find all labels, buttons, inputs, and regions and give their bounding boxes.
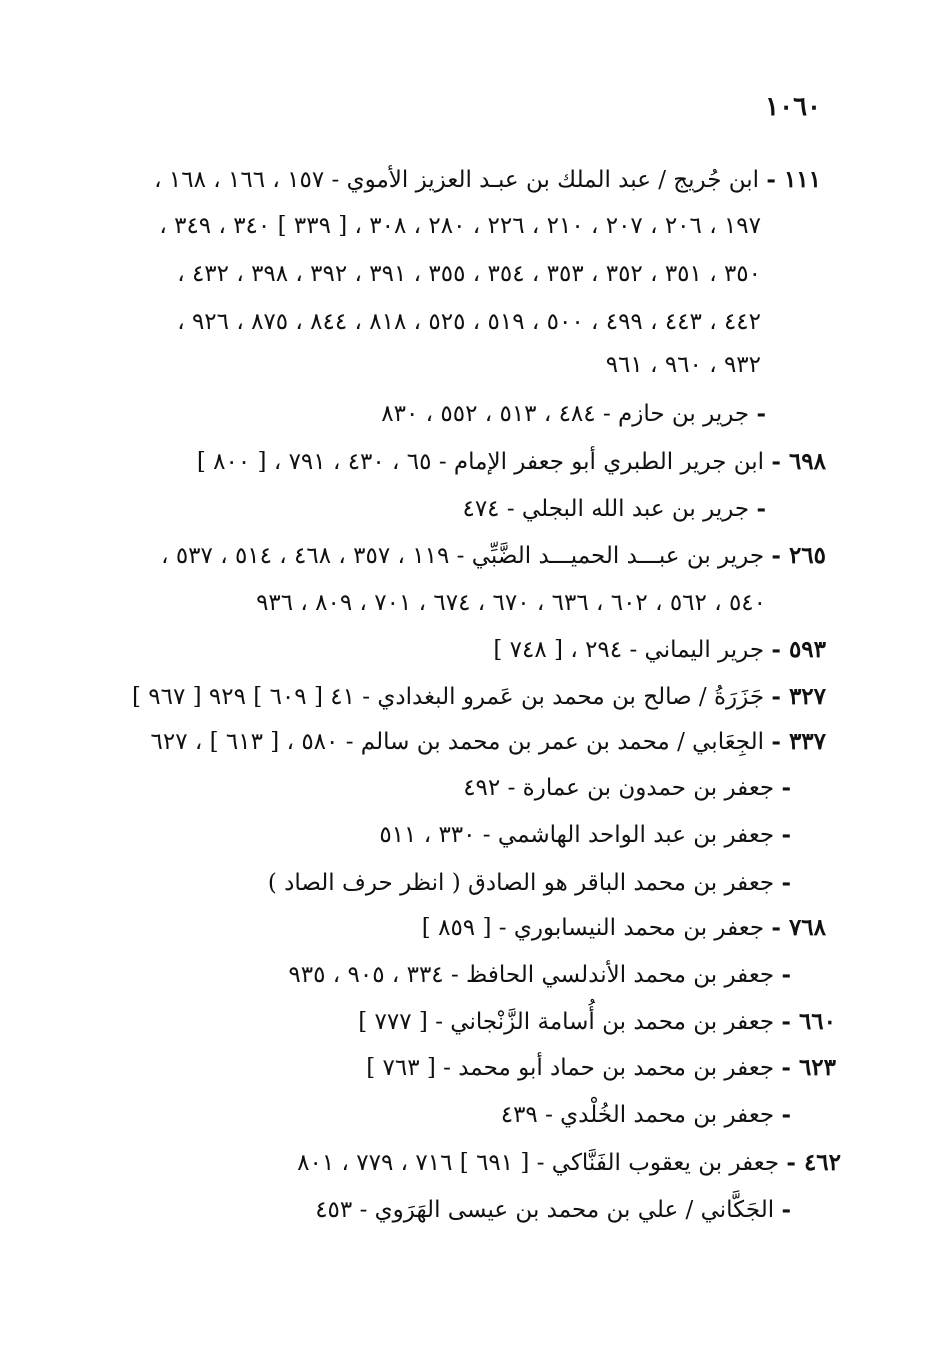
entry-marker: ٥٩٣ - bbox=[771, 636, 826, 663]
entry-text: الجَكَّاني / علي بن محمد بن عيسى الهَرَوي - ٤٥٣ bbox=[315, 1197, 775, 1223]
entry-line bbox=[462, 494, 766, 524]
entry-line bbox=[268, 868, 791, 898]
entry-line bbox=[366, 1053, 836, 1083]
entry-line bbox=[493, 635, 826, 665]
entry-text: ٩٣٢ ، ٩٦٠ ، ٩٦١ bbox=[605, 352, 761, 378]
entry-marker: ٦٢٣ - bbox=[781, 1054, 836, 1081]
entry-line bbox=[463, 773, 791, 803]
entry-text: جرير اليماني - ٢٩٤ ، [ ٧٤٨ ] bbox=[493, 637, 765, 663]
entry-marker: ٤٦٢ - bbox=[786, 1149, 841, 1176]
entry-text: جعفر بن محمد الأندلسي الحافظ - ٣٣٤ ، ٩٠٥ ، ٩٣٥ bbox=[288, 962, 775, 988]
entry-text: ٤٤٢ ، ٤٤٣ ، ٤٩٩ ، ٥٠٠ ، ٥١٩ ، ٥٢٥ ، ٨١٨ ، ٨٤٤ ، ٨٧٥ ، ٩٢٦ ، bbox=[177, 309, 761, 335]
entry-text: الجِعَابي / محمد بن عمر بن محمد بن سالم - ٥٨٠ ، [ ٦١٣ ] ، ٦٢٧ bbox=[150, 729, 765, 755]
entry-line bbox=[177, 259, 761, 289]
entry-line bbox=[381, 399, 766, 429]
entry-line bbox=[358, 1007, 836, 1037]
entry-line bbox=[132, 682, 826, 712]
entry-marker: - bbox=[781, 961, 791, 988]
entry-line bbox=[422, 913, 826, 943]
entry-marker: - bbox=[756, 400, 766, 427]
entry-text: جعفر بن يعقوب الفَنَّاكي - [ ٦٩١ ] ٧١٦ ، ٧٧٩ ، ٨٠١ bbox=[297, 1150, 780, 1176]
entry-marker: - bbox=[756, 495, 766, 522]
entry-text: جرير بن عبـــد الحميـــد الضَّبِّي - ١١٩ ، ٣٥٧ ، ٤٦٨ ، ٥١٤ ، ٥٣٧ ، bbox=[161, 543, 765, 569]
entry-line bbox=[151, 727, 826, 757]
entry-line bbox=[161, 541, 826, 571]
entry-marker: - bbox=[781, 774, 791, 801]
page-number: ١٠٦٠ bbox=[765, 92, 821, 122]
entry-text: جعفر بن محمد الخُلْدي - ٤٣٩ bbox=[500, 1102, 775, 1128]
entry-line bbox=[379, 820, 791, 850]
entry-text: جعفر بن حمدون بن عمارة - ٤٩٢ bbox=[463, 775, 775, 801]
entry-text: جعفر بن محمد بن حماد أبو محمد - [ ٧٦٣ ] bbox=[366, 1055, 775, 1081]
entry-marker: ٣٣٧ - bbox=[771, 728, 826, 755]
entry-line bbox=[606, 350, 761, 380]
entry-line bbox=[315, 1195, 791, 1225]
entry-text: جعفر بن عبد الواحد الهاشمي - ٣٣٠ ، ٥١١ bbox=[379, 822, 775, 848]
entry-text: ٥٤٠ ، ٥٦٢ ، ٦٠٢ ، ٦٣٦ ، ٦٧٠ ، ٦٧٤ ، ٧٠١ ، ٨٠٩ ، ٩٣٦ bbox=[256, 590, 766, 616]
entry-marker: - bbox=[781, 821, 791, 848]
entry-line bbox=[256, 588, 766, 618]
entry-text: جعفر بن محمد النيسابوري - [ ٨٥٩ ] bbox=[421, 915, 765, 941]
entry-text: ١٩٧ ، ٢٠٦ ، ٢٠٧ ، ٢١٠ ، ٢٢٦ ، ٢٨٠ ، ٣٠٨ ، [ ٣٣٩ ] ٣٤٠ ، ٣٤٩ ، bbox=[159, 213, 761, 239]
entry-line bbox=[177, 307, 761, 337]
entry-marker: - bbox=[781, 1196, 791, 1223]
entry-marker: ٦٦٠ - bbox=[781, 1008, 836, 1035]
entry-marker: ١١١ - bbox=[766, 166, 821, 193]
entry-line bbox=[131, 165, 821, 195]
entry-text: ٣٥٠ ، ٣٥١ ، ٣٥٢ ، ٣٥٣ ، ٣٥٤ ، ٣٥٥ ، ٣٩١ ، ٣٩٢ ، ٣٩٨ ، ٤٣٢ ، bbox=[177, 261, 761, 287]
entry-marker: ٦٩٨ - bbox=[771, 448, 826, 475]
entry-marker: - bbox=[781, 869, 791, 896]
entry-marker: ٧٦٨ - bbox=[771, 914, 826, 941]
entry-marker: ٢٦٥ - bbox=[771, 542, 826, 569]
entry-marker: ٣٢٧ - bbox=[771, 683, 826, 710]
entry-line bbox=[501, 1100, 791, 1130]
entry-line bbox=[288, 960, 791, 990]
entry-text: ابن جُريج / عبد الملك بن عبـد العزيز الأموي - ١٥٧ ، ١٦٦ ، ١٦٨ ، bbox=[154, 167, 760, 193]
entry-marker: - bbox=[781, 1101, 791, 1128]
entry-text: جعفر بن محمد بن أُسامة الزَّنْجاني - [ ٧٧٧ ] bbox=[358, 1009, 775, 1035]
entry-text: جرير بن عبد الله البجلي - ٤٧٤ bbox=[462, 496, 750, 522]
entry-line bbox=[197, 447, 826, 477]
entry-line bbox=[159, 211, 761, 241]
entry-text: جَزَرَةُ / صالح بن محمد بن عَمرو البغدادي - ٤١ [ ٦٠٩ ] ٩٢٩ [ ٩٦٧ ] bbox=[131, 684, 765, 710]
entry-line bbox=[297, 1148, 841, 1178]
entry-text: ابن جرير الطبري أبو جعفر الإمام - ٦٥ ، ٤٣٠ ، ٧٩١ ، [ ٨٠٠ ] bbox=[196, 449, 765, 475]
entry-text: جعفر بن محمد الباقر هو الصادق ( انظر حرف الصاد ) bbox=[267, 870, 775, 896]
entry-text: جرير بن حازم - ٤٨٤ ، ٥١٣ ، ٥٥٢ ، ٨٣٠ bbox=[381, 401, 750, 427]
